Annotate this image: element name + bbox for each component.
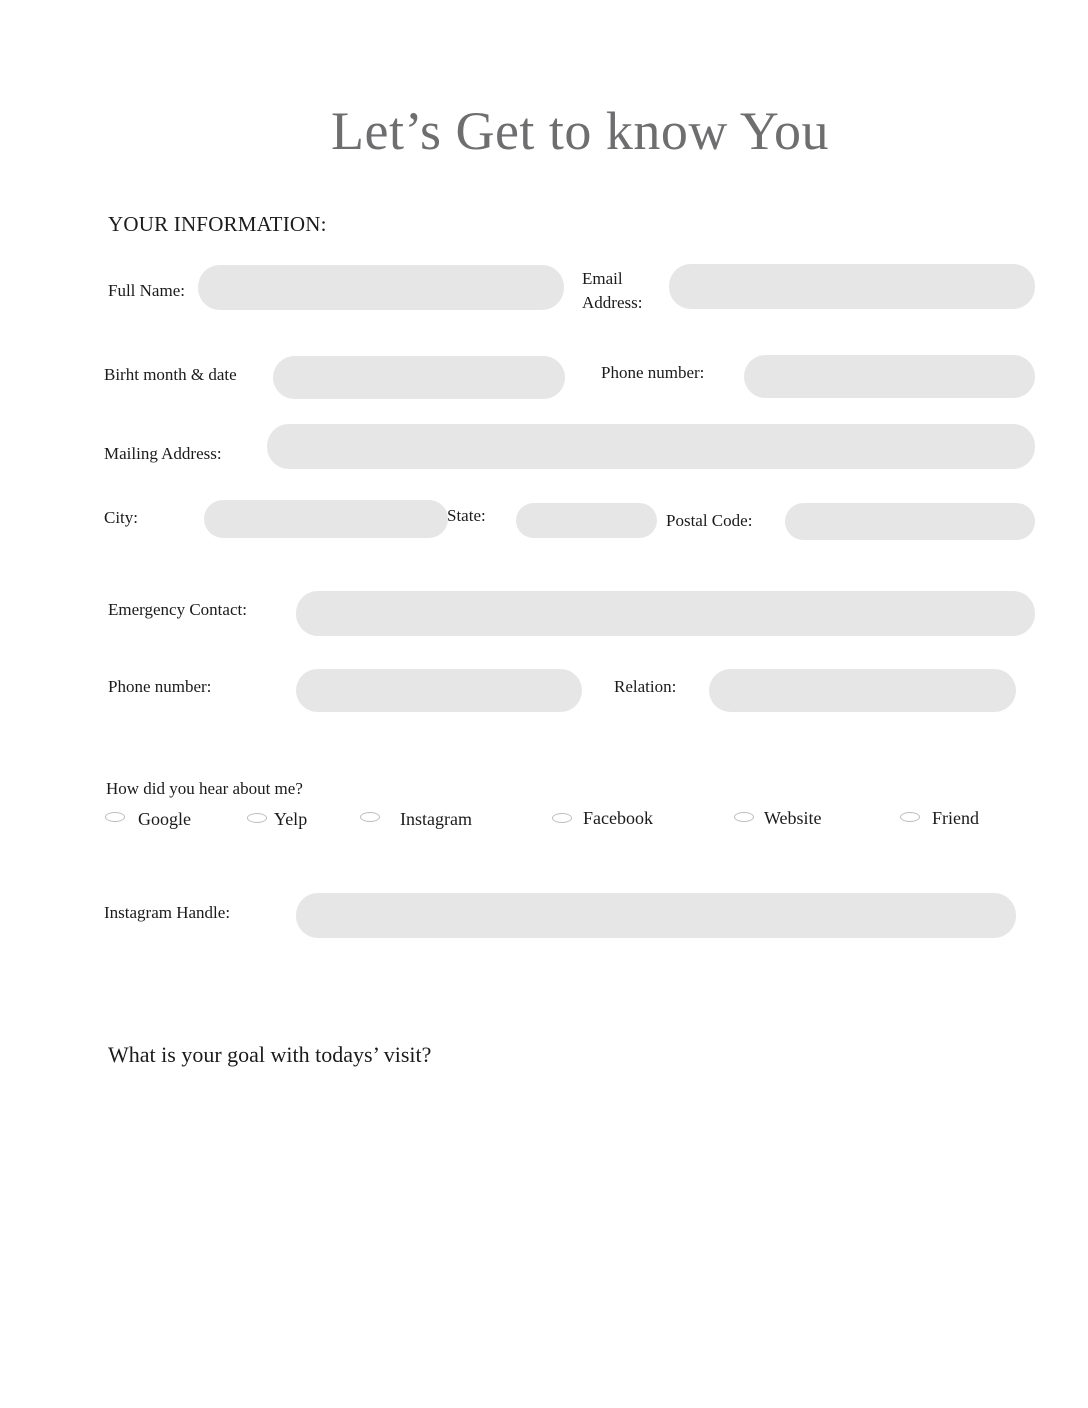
option-label-website: Website xyxy=(764,808,822,828)
radio-yelp[interactable] xyxy=(247,813,267,823)
option-label-facebook: Facebook xyxy=(583,808,653,828)
radio-facebook[interactable] xyxy=(552,813,572,823)
referral-question: How did you hear about me? xyxy=(106,779,303,798)
relation-label: Relation: xyxy=(614,677,677,696)
emergency-contact-label: Emergency Contact: xyxy=(108,600,247,619)
relation-field[interactable] xyxy=(709,669,1016,712)
postal-code-field[interactable] xyxy=(785,503,1035,540)
emergency-phone-field[interactable] xyxy=(296,669,582,712)
option-label-google: Google xyxy=(138,809,191,829)
city-field[interactable] xyxy=(204,500,448,538)
option-label-instagram: Instagram xyxy=(400,809,472,829)
email-address-field[interactable] xyxy=(669,264,1035,309)
instagram-handle-label: Instagram Handle: xyxy=(104,903,231,922)
email-address-label: Email Address: xyxy=(582,269,643,312)
radio-google[interactable] xyxy=(105,812,125,822)
postal-code-label: Postal Code: xyxy=(666,511,753,530)
phone-number-label: Phone number: xyxy=(601,363,705,382)
mailing-address-label: Mailing Address: xyxy=(104,444,222,463)
birth-date-label: Birht month & date xyxy=(104,365,237,384)
city-label: City: xyxy=(104,508,139,527)
state-field[interactable] xyxy=(516,503,657,538)
radio-website[interactable] xyxy=(734,812,754,822)
emergency-phone-label: Phone number: xyxy=(108,677,212,696)
radio-instagram[interactable] xyxy=(360,812,380,822)
radio-friend[interactable] xyxy=(900,812,920,822)
page-title: Let’s Get to know You xyxy=(330,101,830,161)
full-name-field[interactable] xyxy=(198,265,564,310)
full-name-label: Full Name: xyxy=(108,281,185,300)
goal-question: What is your goal with todays’ visit? xyxy=(108,1042,432,1067)
section-heading: YOUR INFORMATION: xyxy=(108,212,327,236)
birth-date-field[interactable] xyxy=(273,356,565,399)
phone-number-field[interactable] xyxy=(744,355,1035,398)
option-label-friend: Friend xyxy=(932,808,979,828)
instagram-handle-field[interactable] xyxy=(296,893,1016,938)
mailing-address-field[interactable] xyxy=(267,424,1035,469)
state-label: State: xyxy=(447,506,486,525)
option-label-yelp: Yelp xyxy=(274,809,308,829)
emergency-contact-field[interactable] xyxy=(296,591,1035,636)
